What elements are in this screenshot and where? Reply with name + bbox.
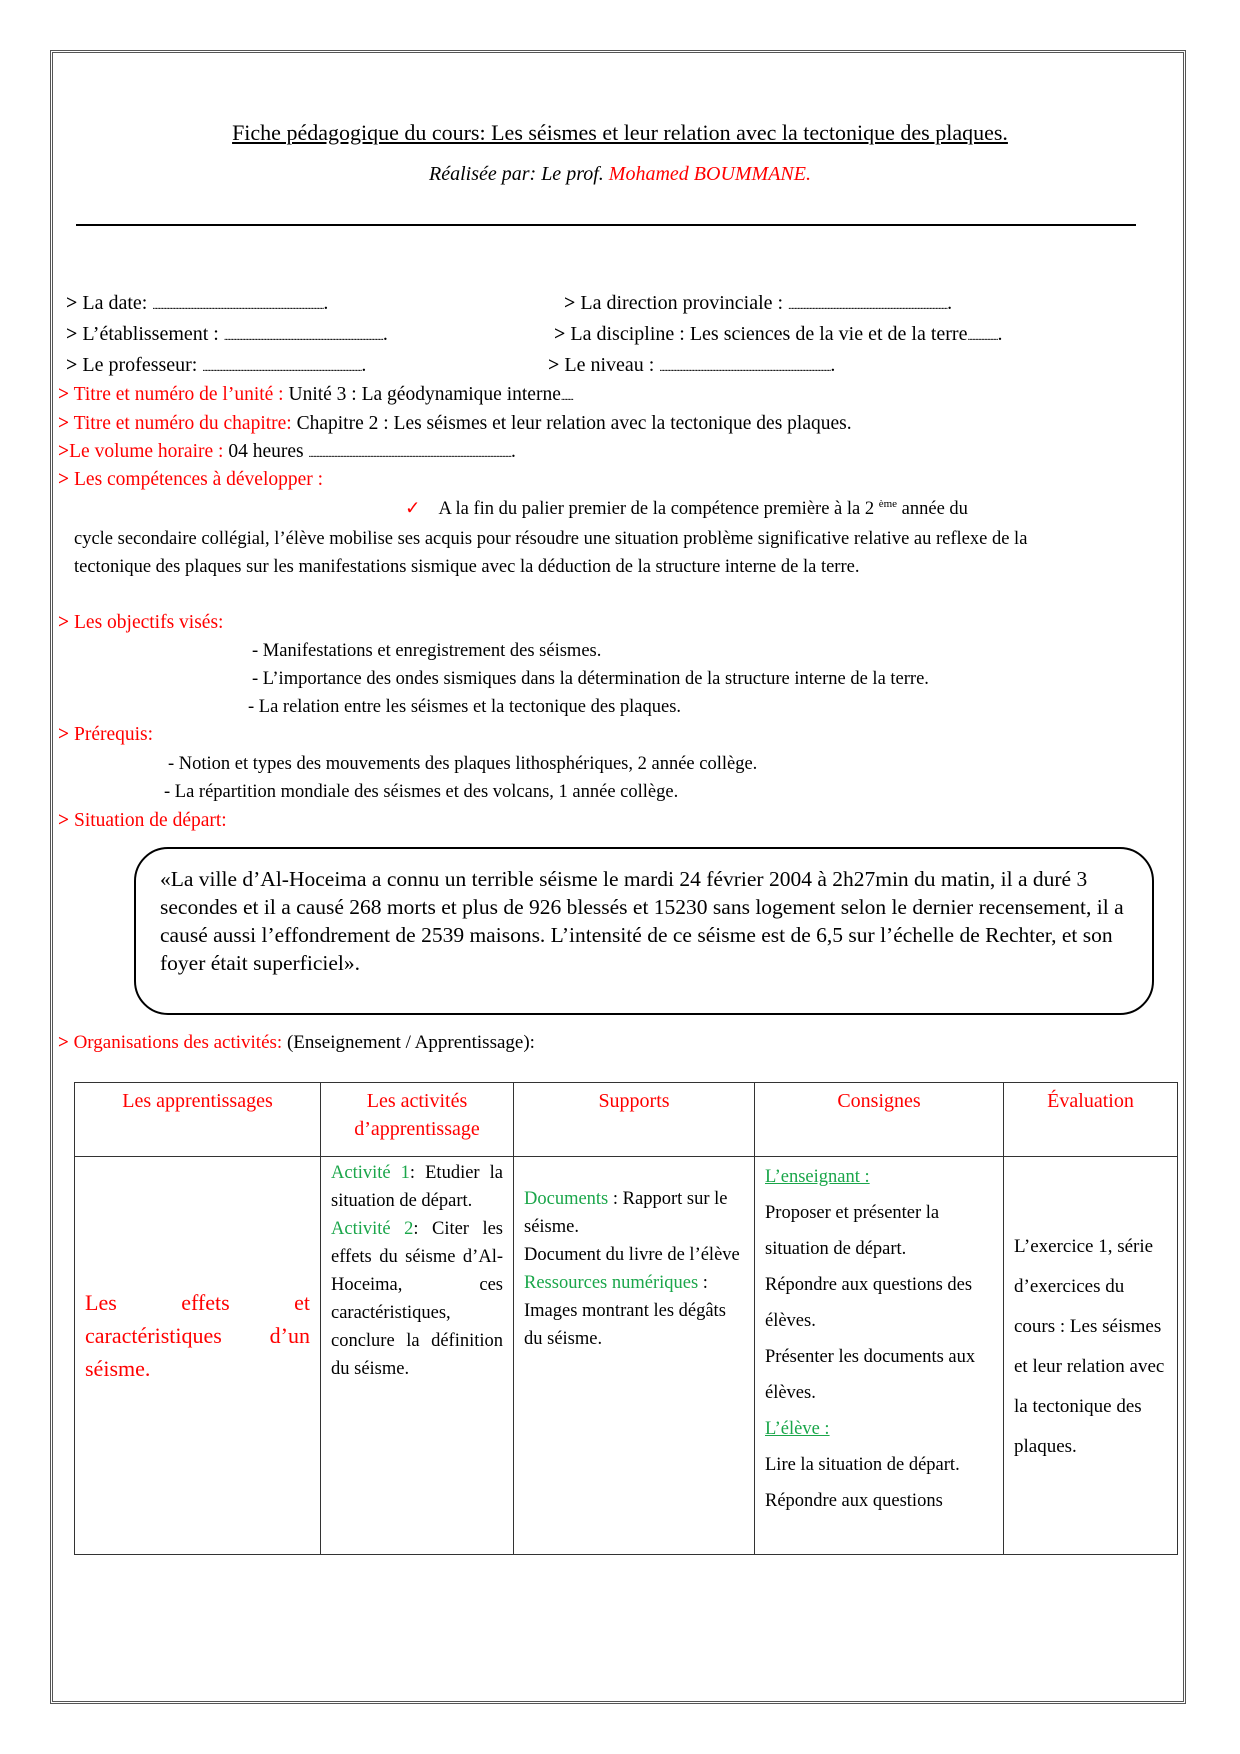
direction-blank[interactable]: .......................................................................................................... <box>788 301 948 312</box>
date-label: La date: <box>82 292 153 314</box>
header-consignes: Consignes <box>755 1083 1004 1157</box>
unit-value: Unité 3 : La géodynamique interne <box>288 384 561 405</box>
direction-field: > La direction provinciale : ........................................................................................................... <box>564 292 953 314</box>
volume-label: Le volume horaire : <box>69 441 229 462</box>
organisation-value: (Enseignement / Apprentissage): <box>286 1032 535 1053</box>
unit-label: Titre et numéro de l’unité : <box>73 384 289 405</box>
etablissement-blank[interactable]: .......................................................................................................... <box>223 332 383 343</box>
objectifs-label: Les objectifs visés: <box>74 612 224 633</box>
arrow-icon: > <box>66 323 78 345</box>
activities-table <box>74 1082 1178 1555</box>
situation-label: Situation de départ: <box>74 810 227 831</box>
arrow-icon: > <box>66 354 78 376</box>
objectif-item: - L’importance des ondes sismiques dans la détermination de la structure interne de la terre. <box>252 669 929 689</box>
discipline-blank[interactable]: .................... <box>967 332 998 343</box>
prerequis-heading <box>58 724 153 746</box>
volume-value: 04 heures <box>228 441 309 462</box>
consigne-item: Lire la situation de départ. <box>765 1455 960 1475</box>
arrow-icon: > <box>58 384 70 405</box>
header-divider <box>76 224 1136 226</box>
niveau-blank[interactable]: .................................................................................................................. <box>659 363 831 374</box>
situation-text: «La ville d’Al-Hoceima a connu un terrible séisme le mardi 24 février 2004 à 2h27min du matin, il a duré 3 secondes et il a causé 268 morts et plus de 926 blessés et 15230 sans logement selon le dernier recensement, il a causé aussi l’effondrement de 2539 maisons. L’intensité de ce séisme est de 6,5 sur l’échelle de Rechter, et son foyer était superficiel». <box>160 867 1124 975</box>
volume-line: >Le volume horaire : 04 heures ........................................................................................................................................ <box>58 441 516 462</box>
checkmark-icon: ✓ <box>405 499 421 520</box>
ressources-label: Ressources numériques <box>524 1273 699 1293</box>
made-by-label: Réalisée par: Le prof. <box>429 163 609 185</box>
competences-heading <box>58 469 323 491</box>
arrow-icon: > <box>58 724 70 745</box>
arrow-icon: > <box>58 612 70 633</box>
consigne-item: Présenter les documents aux élèves. <box>765 1347 976 1403</box>
consigne-item: Répondre aux questions des élèves. <box>765 1275 973 1331</box>
objectifs-heading <box>58 612 223 634</box>
date-field: > La date: ................................................................................................................... <box>66 292 329 314</box>
author-line <box>0 163 1240 186</box>
discipline-label: La discipline : <box>570 323 690 345</box>
activite-1-text: : Etudier la situation de départ. <box>331 1163 504 1211</box>
competences-label: Les compétences à développer : <box>74 469 324 490</box>
consigne-item: Répondre aux questions <box>765 1491 943 1511</box>
header-evaluation: Évaluation <box>1004 1083 1178 1157</box>
etablissement-label: L’établissement : <box>82 323 224 345</box>
cell-apprentissage: Les effets et caractéristiques d’un séisme. <box>75 1157 321 1555</box>
cell-consignes <box>755 1157 1004 1555</box>
enseignant-label: L’enseignant : <box>765 1167 870 1187</box>
header-activites: Les activités d’apprentissage <box>321 1083 514 1157</box>
discipline-field: > La discipline : Les sciences de la vie et de la terre..................... <box>554 323 1003 345</box>
arrow-icon: > <box>554 323 566 345</box>
organisation-heading <box>58 1032 535 1054</box>
activite-2-label: Activité 2 <box>331 1219 414 1239</box>
documents-label: Documents <box>524 1189 609 1209</box>
situation-heading <box>58 810 227 832</box>
objectif-item: - Manifestations et enregistrement des séismes. <box>252 641 602 661</box>
prerequis-item: - Notion et types des mouvements des plaques lithosphériques, 2 année collège. <box>168 754 758 774</box>
consigne-item: Proposer et présenter la situation de départ. <box>765 1203 940 1259</box>
activite-2-text: : Citer les effets du séisme d’Al-Hoceima, ces caractéristiques, conclure la définition du séisme. <box>331 1219 504 1379</box>
header-supports: Supports <box>514 1083 755 1157</box>
prerequis-item: - La répartition mondiale des séismes et des volcans, 1 année collège. <box>164 782 679 802</box>
situation-box <box>134 847 1154 1015</box>
professeur-field: > Le professeur: ........................................................................................................... <box>66 354 367 376</box>
table-header-row <box>75 1083 1178 1157</box>
etablissement-field: > L’établissement : ........................................................................................................... <box>66 323 388 345</box>
cell-evaluation: L’exercice 1, série d’exercices du cours : Les séismes et leur relation avec la tectonique des plaques. <box>1004 1157 1178 1555</box>
competence-first-line: ✓ A la fin du palier premier de la compétence première à la 2 $^{ème}$ année du <box>405 498 968 520</box>
document-title: Fiche pédagogique du cours: Les séismes et leur relation avec la tectonique des plaques. <box>232 120 1008 145</box>
activite-1-label: Activité 1 <box>331 1163 410 1183</box>
chapter-line <box>58 413 852 435</box>
eleve-label: L’élève : <box>765 1419 830 1439</box>
arrow-icon: > <box>66 292 78 314</box>
cell-activites <box>321 1157 514 1555</box>
chapter-value: Chapitre 2 : Les séismes et leur relation avec la tectonique des plaques. <box>296 413 852 434</box>
arrow-icon: > <box>548 354 560 376</box>
arrow-icon: > <box>58 1032 69 1053</box>
professeur-label: Le professeur: <box>82 354 203 376</box>
objectif-item: - La relation entre les séismes et la tectonique des plaques. <box>248 697 682 717</box>
arrow-icon: > <box>58 441 70 462</box>
organisation-label: Organisations des activités: <box>73 1032 287 1053</box>
table-row <box>75 1157 1178 1555</box>
professeur-blank[interactable]: .......................................................................................................... <box>202 363 362 374</box>
niveau-field: > Le niveau : ................................................................................................................... <box>548 354 836 376</box>
header-apprentissages: Les apprentissages <box>75 1083 321 1157</box>
arrow-icon: > <box>58 810 70 831</box>
date-blank[interactable]: .................................................................................................................. <box>152 301 324 312</box>
competence-paragraph: cycle secondaire collégial, l’élève mobilise ses acquis pour résoudre une situation problème significative relative au reflexe de la tectonique des plaques sur les manifestations sismique avec la déduction de la structure interne de la terre. <box>74 529 1028 577</box>
niveau-label: Le niveau : <box>564 354 660 376</box>
arrow-icon: > <box>564 292 576 314</box>
arrow-icon: > <box>58 413 70 434</box>
prerequis-label: Prérequis: <box>74 724 154 745</box>
discipline-value: Les sciences de la vie et de la terre <box>689 323 968 345</box>
author-name: Mohamed BOUMMANE. <box>608 163 811 185</box>
unit-line: > Titre et numéro de l’unité : Unité 3 : La géodynamique interne........ <box>58 384 573 405</box>
direction-label: La direction provinciale : <box>580 292 789 314</box>
arrow-icon: > <box>58 469 70 490</box>
chapter-label: Titre et numéro du chapitre: <box>73 413 297 434</box>
cell-supports: Documents : Rapport sur le séisme. Document du livre de l’élève Ressources numériques : Images montrant les dégâts du séisme. <box>514 1157 755 1555</box>
